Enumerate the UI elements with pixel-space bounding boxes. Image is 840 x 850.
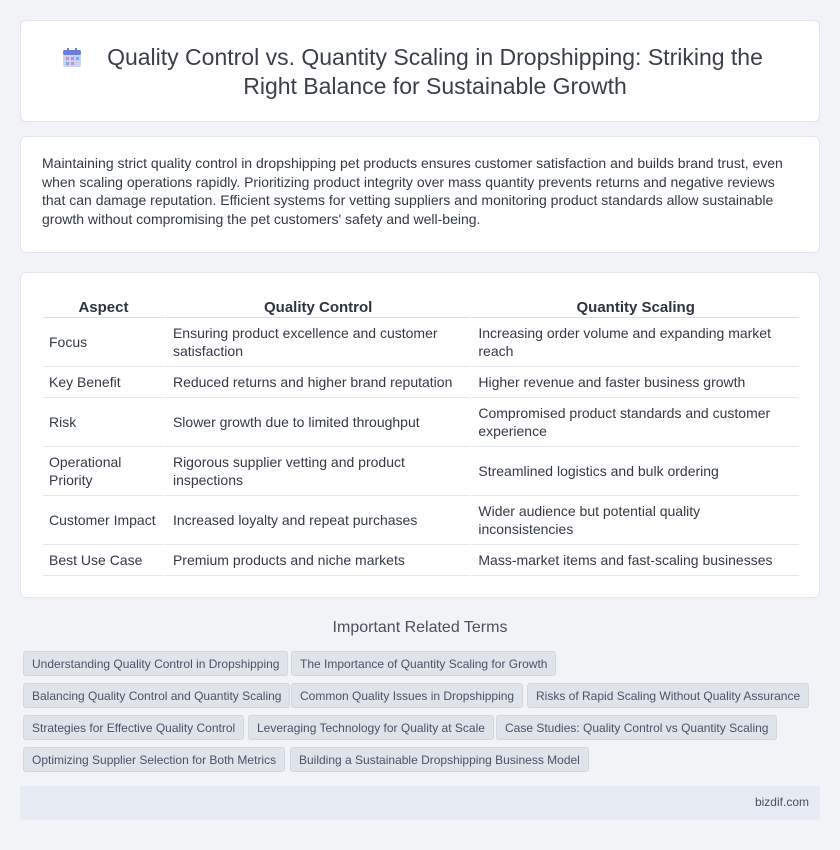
table-cell: Higher revenue and faster business growth <box>469 367 799 398</box>
table-cell: Key Benefit <box>43 367 164 398</box>
table-cell: Mass-market items and fast-scaling businesses <box>469 545 799 576</box>
table-cell: Wider audience but potential quality inconsistencies <box>469 496 799 545</box>
related-term-tag[interactable]: Balancing Quality Control and Quantity Scaling <box>23 683 290 708</box>
header-quantity-scaling: Quantity Scaling <box>469 298 799 318</box>
table-cell: Streamlined logistics and bulk ordering <box>469 447 799 496</box>
table-cell: Increasing order volume and expanding market reach <box>469 318 799 367</box>
table-cell: Risk <box>43 398 164 447</box>
table-cell: Slower growth due to limited throughput <box>164 398 469 447</box>
table-header-row <box>43 298 799 318</box>
table-cell: Rigorous supplier vetting and product inspections <box>164 447 469 496</box>
header-aspect: Aspect <box>43 298 164 318</box>
table-cell: Premium products and niche markets <box>164 545 469 576</box>
table-cell: Operational Priority <box>43 447 164 496</box>
footer-site-link[interactable]: bizdif.com <box>754 795 809 809</box>
page-title: Quality Control vs. Quantity Scaling in Dropshipping: Striking the Right Balance for Sustainable Growth <box>107 44 763 99</box>
header-quality-control: Quality Control <box>164 298 469 318</box>
comparison-card <box>20 272 820 598</box>
header-card <box>20 20 820 122</box>
related-term-tag[interactable]: Case Studies: Quality Control vs Quantity Scaling <box>496 715 777 740</box>
intro-card <box>20 136 820 253</box>
related-term-tag[interactable]: Common Quality Issues in Dropshipping <box>291 683 523 708</box>
table-row <box>43 447 799 496</box>
footer-bar <box>20 786 820 820</box>
related-term-tag[interactable]: Risks of Rapid Scaling Without Quality Assurance <box>527 683 809 708</box>
table-row <box>43 318 799 367</box>
table-cell: Reduced returns and higher brand reputation <box>164 367 469 398</box>
related-term-tag[interactable]: The Importance of Quantity Scaling for Growth <box>291 651 556 676</box>
table-cell: Compromised product standards and customer experience <box>469 398 799 447</box>
table-row <box>43 496 799 545</box>
related-terms-title: Important Related Terms <box>332 619 508 636</box>
intro-paragraph: Maintaining strict quality control in dropshipping pet products ensures customer satisfaction and builds brand trust, even when scaling operations rapidly. Prioritizing product integrity over mass quantity prevents returns and negative reviews that can damage reputation. Efficient systems for vetting suppliers and monitoring product standards allow sustainable growth without compromising the pet customers' safety and well-being. <box>42 155 783 227</box>
table-cell: Focus <box>43 318 164 367</box>
comparison-table <box>43 298 799 576</box>
related-term-tag[interactable]: Understanding Quality Control in Dropshipping <box>23 651 288 676</box>
table-row <box>43 545 799 576</box>
related-term-tag[interactable]: Optimizing Supplier Selection for Both Metrics <box>23 747 285 772</box>
related-term-tag[interactable]: Leveraging Technology for Quality at Scale <box>248 715 494 740</box>
related-term-tag[interactable]: Strategies for Effective Quality Control <box>23 715 244 740</box>
table-cell: Ensuring product excellence and customer satisfaction <box>164 318 469 367</box>
table-cell: Increased loyalty and repeat purchases <box>164 496 469 545</box>
related-term-tag[interactable]: Building a Sustainable Dropshipping Business Model <box>290 747 589 772</box>
table-row <box>43 367 799 398</box>
table-row <box>43 398 799 447</box>
table-cell: Best Use Case <box>43 545 164 576</box>
table-cell: Customer Impact <box>43 496 164 545</box>
